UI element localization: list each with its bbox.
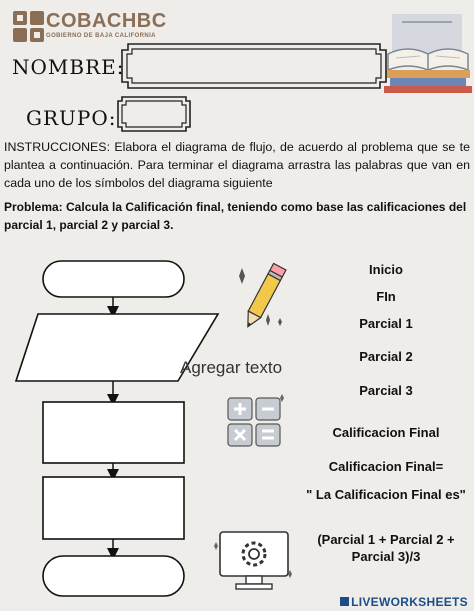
add-text-placeholder[interactable]: Agregar texto — [180, 358, 283, 377]
word-calificacion-final-equals[interactable]: Calificacion Final= — [328, 459, 444, 474]
word-formula[interactable]: (Parcial 1 + Parcial 2 + Parcial 3)/3 — [317, 532, 455, 564]
liveworksheets-footer — [340, 595, 468, 609]
flowchart-process-box[interactable] — [43, 402, 184, 463]
grupo-input[interactable] — [116, 95, 192, 133]
flowchart-end-terminator[interactable] — [43, 556, 184, 596]
word-parcial-1[interactable]: Parcial 1 — [359, 316, 413, 331]
flowchart-output-box[interactable] — [43, 477, 184, 539]
gear-monitor-icon — [214, 528, 294, 594]
cobach-logo-icon — [12, 10, 46, 44]
word-parcial-3[interactable]: Parcial 3 — [359, 383, 413, 398]
word-parcial-2[interactable]: Parcial 2 — [359, 349, 413, 364]
flowchart-diagram — [0, 250, 240, 611]
word-la-calificacion-final-es[interactable]: " La Calificacion Final es" — [306, 487, 466, 502]
pencil-icon — [232, 258, 290, 342]
nombre-label: NOMBRE: — [12, 55, 125, 79]
problem-text: Problema: Calcula la Calificación final, teniendo como base las calificaciones del parcial 1, parcial 2 y parcial 3. — [4, 200, 467, 232]
instructions-text: INSTRUCCIONES: Elabora el diagrama de flujo, de acuerdo al problema que se te plantea a continuación. Para terminar el diagrama arrastra las palabras que van en cada uno de los símbolos del diagrama siguiente — [4, 140, 470, 190]
word-fin[interactable]: FIn — [376, 289, 396, 304]
word-inicio[interactable]: Inicio — [369, 262, 403, 277]
grupo-label: GRUPO: — [26, 106, 117, 130]
logo-title: COBACHBC — [46, 10, 167, 32]
open-book-icon — [382, 8, 474, 94]
liveworksheets-logo-icon — [340, 597, 349, 606]
word-calificacion-final[interactable]: Calificacion Final — [332, 425, 440, 440]
nombre-input[interactable] — [120, 42, 388, 90]
footer-brand: LIVEWORKSHEETS — [351, 595, 468, 609]
logo-subtitle: GOBIERNO DE BAJA CALIFORNIA — [46, 33, 156, 39]
flowchart-start-terminator[interactable] — [43, 261, 184, 297]
calculator-icon — [226, 392, 288, 454]
